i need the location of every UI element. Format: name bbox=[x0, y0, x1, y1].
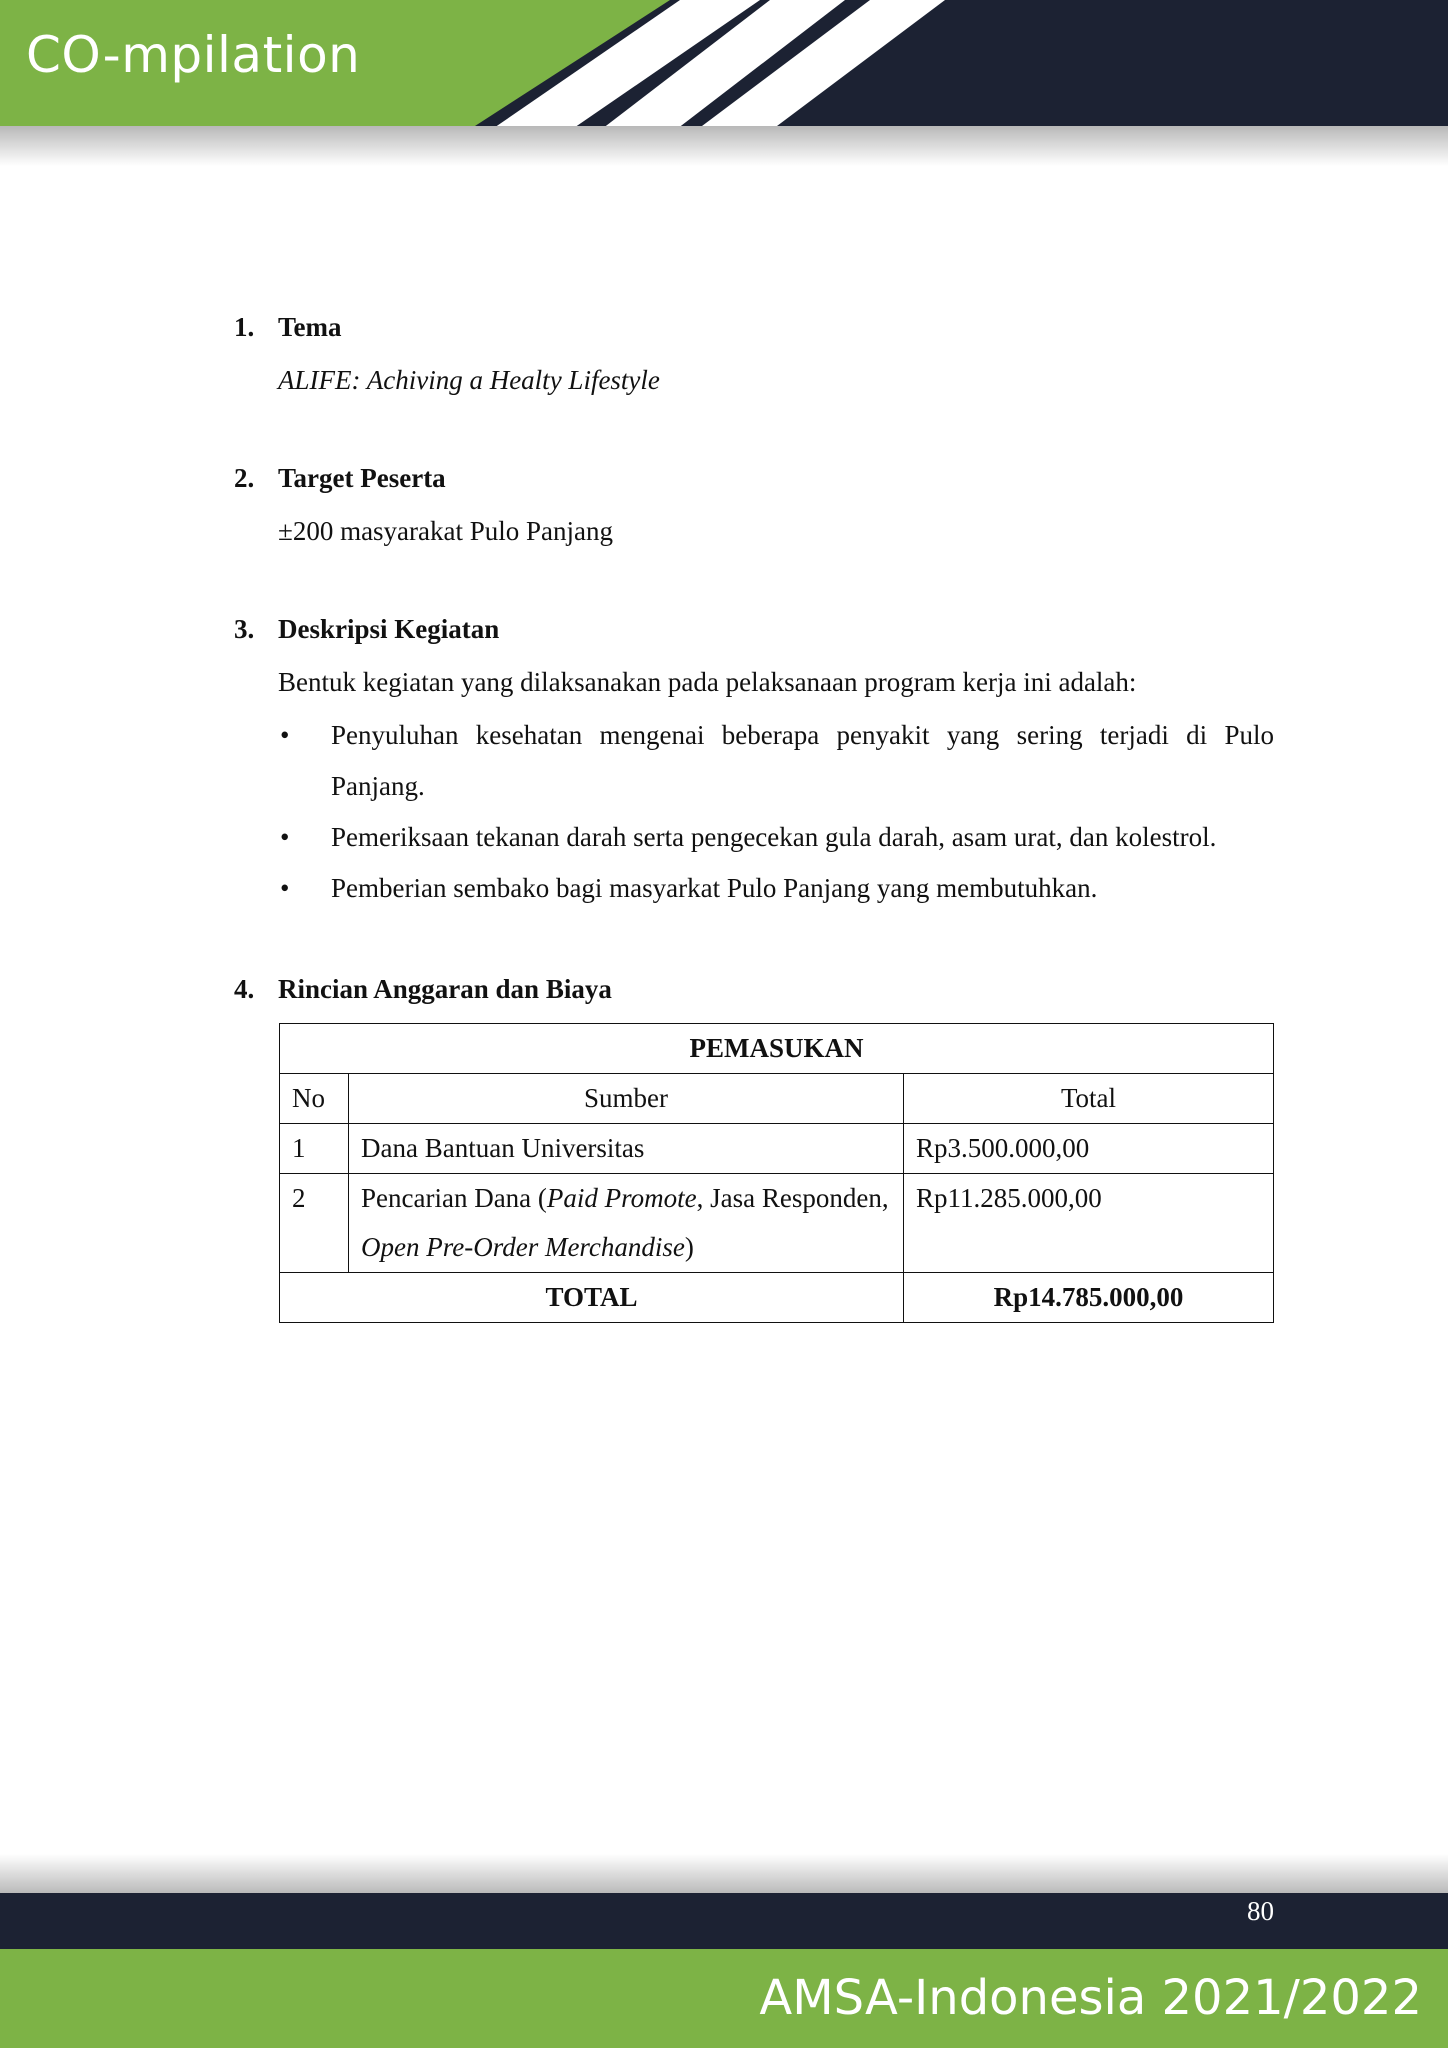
cell-source: Dana Bantuan Universitas bbox=[349, 1124, 904, 1174]
list-item-text: Pemberian sembako bagi masyarkat Pulo Panjang yang membutuhkan. bbox=[331, 873, 1098, 903]
bullet-icon: • bbox=[280, 873, 290, 903]
column-header-source: Sumber bbox=[349, 1074, 904, 1124]
section-body: ALIFE: Achiving a Healty Lifestyle bbox=[278, 365, 660, 395]
footer-shadow bbox=[0, 1854, 1448, 1894]
section-body: Bentuk kegiatan yang dilaksanakan pada pelaksanaan program kerja ini adalah: bbox=[278, 667, 1137, 697]
section-number: 3. bbox=[234, 614, 255, 644]
column-header-total: Total bbox=[904, 1074, 1274, 1124]
section-heading bbox=[234, 974, 612, 1005]
section-title: Tema bbox=[278, 312, 342, 342]
list-item bbox=[278, 710, 1274, 812]
footer-text: AMSA-Indonesia 2021/2022 bbox=[759, 1970, 1422, 2026]
budget-table bbox=[279, 1023, 1274, 1323]
list-item bbox=[278, 812, 1274, 863]
section-number: 4. bbox=[234, 974, 255, 1004]
header-title: CO-mpilation bbox=[26, 26, 361, 84]
cell-source-italic: Paid Promote bbox=[546, 1183, 697, 1213]
cell-source-text: , Jasa Responden, bbox=[696, 1183, 889, 1213]
cell-source-italic: Open Pre-Order Merchandise bbox=[361, 1232, 685, 1262]
total-label: TOTAL bbox=[280, 1273, 904, 1323]
bullet-list bbox=[278, 710, 1274, 914]
footer-bar bbox=[0, 1893, 1448, 1949]
cell-total: Rp11.285.000,00 bbox=[904, 1174, 1274, 1273]
table-row bbox=[280, 1124, 1274, 1174]
table-heading-row bbox=[280, 1024, 1274, 1074]
header-shadow bbox=[0, 126, 1448, 166]
cell-source bbox=[349, 1174, 904, 1273]
cell-no: 1 bbox=[280, 1124, 349, 1174]
cell-source-text: Pencarian Dana ( bbox=[361, 1183, 547, 1213]
cell-total: Rp3.500.000,00 bbox=[904, 1124, 1274, 1174]
cell-no: 2 bbox=[280, 1174, 349, 1273]
table-heading: PEMASUKAN bbox=[280, 1024, 1274, 1074]
section-title: Target Peserta bbox=[278, 463, 446, 493]
list-item-text: Penyuluhan kesehatan mengenai beberapa penyakit yang sering terjadi di Pulo Panjang. bbox=[331, 720, 1274, 801]
table-header-row bbox=[280, 1074, 1274, 1124]
section-number: 1. bbox=[234, 312, 255, 342]
section-heading bbox=[234, 614, 500, 645]
section-heading bbox=[234, 463, 446, 494]
table-row bbox=[280, 1174, 1274, 1273]
section-title: Deskripsi Kegiatan bbox=[278, 614, 500, 644]
section-title: Rincian Anggaran dan Biaya bbox=[278, 974, 612, 1004]
cell-source-text: ) bbox=[684, 1232, 694, 1262]
page-header bbox=[0, 0, 1448, 170]
section-heading bbox=[234, 312, 342, 343]
bullet-icon: • bbox=[280, 822, 290, 852]
list-item-text: Pemeriksaan tekanan darah serta pengecekan gula darah, asam urat, dan kolestrol. bbox=[331, 822, 1217, 852]
bullet-icon: • bbox=[280, 720, 290, 750]
column-header-no: No bbox=[280, 1074, 349, 1124]
section-body: ±200 masyarakat Pulo Panjang bbox=[278, 516, 614, 546]
section-number: 2. bbox=[234, 463, 255, 493]
total-value: Rp14.785.000,00 bbox=[904, 1273, 1274, 1323]
page-number: 80 bbox=[1247, 1896, 1274, 1926]
table-total-row bbox=[280, 1273, 1274, 1323]
list-item bbox=[278, 863, 1274, 914]
